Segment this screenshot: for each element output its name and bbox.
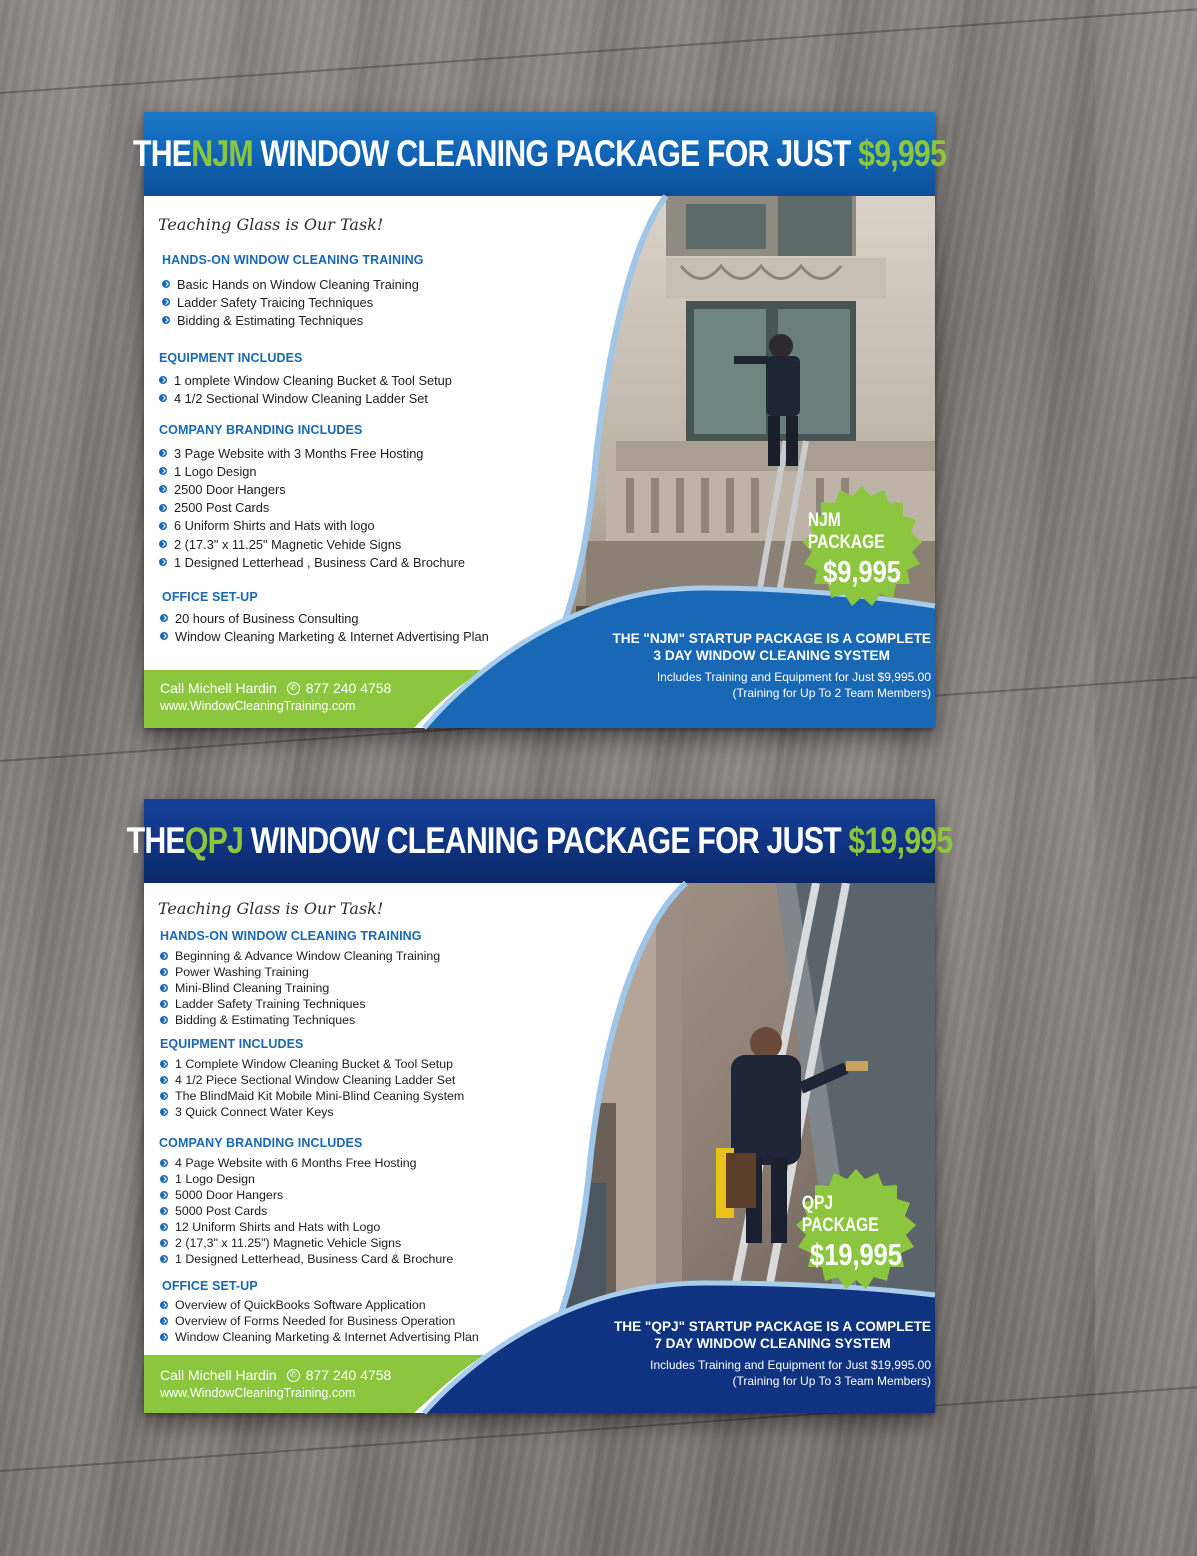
badge-package-name: QPJ PACKAGE <box>801 1193 879 1236</box>
list-item: 1 Complete Window Cleaning Bucket & Tool Setup <box>160 1056 464 1072</box>
badge-price: $9,995 <box>823 554 901 589</box>
list-item: 1 Logo Design <box>159 462 465 480</box>
list-equipment <box>160 1056 464 1120</box>
list-item: Window Cleaning Marketing & Internet Advertising Plan <box>160 627 489 645</box>
flyer-qpj <box>126 799 953 1413</box>
chevron-circle-icon <box>162 316 170 324</box>
chevron-circle-icon <box>159 540 167 548</box>
contact-name: Call Michell Hardin <box>160 1367 277 1383</box>
chevron-circle-icon <box>159 558 167 566</box>
list-item: The BlindMaid Kit Mobile Mini-Blind Ceaning System <box>160 1088 464 1104</box>
chevron-circle-icon <box>160 1207 168 1215</box>
list-training <box>162 275 419 330</box>
list-item: Power Washing Training <box>160 964 440 980</box>
price-badge <box>796 484 928 616</box>
list-item: 4 Page Website with 6 Months Free Hosting <box>160 1155 453 1171</box>
list-item: 2500 Door Hangers <box>159 480 465 498</box>
list-item: 2500 Post Cards <box>159 499 465 517</box>
list-item: 20 hours of Business Consulting <box>160 609 489 627</box>
section-title-training: HANDS-ON WINDOW CLEANING TRAINING <box>162 253 424 267</box>
chevron-circle-icon <box>160 968 168 976</box>
floor-seam <box>0 8 1197 94</box>
chevron-circle-icon <box>160 952 168 960</box>
list-item: Beginning & Advance Window Cleaning Training <box>160 948 440 964</box>
headline-prefix: THE <box>126 820 185 861</box>
list-item: Mini-Blind Cleaning Training <box>160 980 440 996</box>
summary-headline: THE "QPJ" STARTUP PACKAGE IS A COMPLETE 7 DAY WINDOW CLEANING SYSTEM <box>613 1319 931 1351</box>
list-item: Overview of QuickBooks Software Application <box>160 1297 479 1313</box>
headline-middle: WINDOW CLEANING PACKAGE FOR JUST <box>243 820 849 861</box>
section-title-office: OFFICE SET-UP <box>162 1279 258 1293</box>
phone-number[interactable]: 877 240 4758 <box>305 680 392 696</box>
list-item: 5000 Door Hangers <box>160 1187 453 1203</box>
price-badge <box>790 1167 922 1299</box>
contact-block <box>160 680 391 713</box>
list-item: Basic Hands on Window Cleaning Training <box>162 275 419 293</box>
list-item: 1 Designed Letterhead , Business Card & Brochure <box>159 553 465 571</box>
list-item: 4 1/2 Sectional Window Cleaning Ladder Set <box>159 389 452 407</box>
list-branding <box>160 1155 453 1267</box>
headline-prefix: THE <box>132 133 192 174</box>
section-title-training: HANDS-ON WINDOW CLEANING TRAINING <box>160 929 422 943</box>
chevron-circle-icon <box>159 394 167 402</box>
website-link[interactable]: www.WindowCleaningTraining.com <box>160 1386 356 1400</box>
chevron-circle-icon <box>159 376 167 384</box>
website-link[interactable]: www.WindowCleaningTraining.com <box>160 699 356 713</box>
call-line <box>160 680 391 696</box>
chevron-circle-icon <box>160 1255 168 1263</box>
list-training <box>160 948 440 1028</box>
chevron-circle-icon <box>159 485 167 493</box>
chevron-circle-icon <box>160 1092 168 1100</box>
list-item: Bidding & Estimating Techniques <box>160 1012 440 1028</box>
whatsapp-phone-icon: ✆ <box>287 1369 300 1382</box>
list-item: 3 Page Website with 3 Months Free Hosting <box>159 444 465 462</box>
chevron-circle-icon <box>162 298 170 306</box>
whatsapp-phone-icon: ✆ <box>287 682 300 695</box>
tagline: Teaching Glass is Our Task! <box>158 899 384 918</box>
chevron-circle-icon <box>160 984 168 992</box>
list-item: Bidding & Estimating Techniques <box>162 311 419 329</box>
chevron-circle-icon <box>159 467 167 475</box>
section-title-branding: COMPANY BRANDING INCLUDES <box>159 423 363 437</box>
phone-number[interactable]: 877 240 4758 <box>305 1367 392 1383</box>
package-summary <box>614 1318 931 1389</box>
list-item: 4 1/2 Piece Sectional Window Cleaning Ladder Set <box>160 1072 464 1088</box>
list-item: 5000 Post Cards <box>160 1203 453 1219</box>
chevron-circle-icon <box>159 449 167 457</box>
list-branding <box>159 444 465 571</box>
summary-headline: THE "NJM" STARTUP PACKAGE IS A COMPLETE 3 DAY WINDOW CLEANING SYSTEM <box>612 631 931 663</box>
flyer-headline <box>126 799 953 883</box>
chevron-circle-icon <box>160 1060 168 1068</box>
list-item: 3 Quick Connect Water Keys <box>160 1104 464 1120</box>
chevron-circle-icon <box>160 1016 168 1024</box>
chevron-circle-icon <box>159 504 167 512</box>
chevron-circle-icon <box>160 1239 168 1247</box>
contact-name: Call Michell Hardin <box>160 680 277 696</box>
summary-subtext: Includes Training and Equipment for Just $9,995.00 (Training for Up To 2 Team Members) <box>656 670 931 700</box>
section-title-branding: COMPANY BRANDING INCLUDES <box>159 1136 363 1150</box>
list-item: 2 (17,3" x 11.25") Magnetic Vehicle Signs <box>160 1235 453 1251</box>
package-summary <box>612 630 931 701</box>
list-item: Window Cleaning Marketing & Internet Advertising Plan <box>160 1329 479 1345</box>
call-line <box>160 1367 391 1383</box>
chevron-circle-icon <box>160 1000 168 1008</box>
chevron-circle-icon <box>160 1191 168 1199</box>
package-code: NJM <box>191 133 253 174</box>
list-item: Overview of Forms Needed for Business Operation <box>160 1313 479 1329</box>
section-title-equipment: EQUIPMENT INCLUDES <box>160 1037 304 1051</box>
list-item: 2 (17.3" x 11.25" Magnetic Vehide Signs <box>159 535 465 553</box>
flyer-headline <box>132 112 947 196</box>
list-item: 1 Logo Design <box>160 1171 453 1187</box>
chevron-circle-icon <box>160 1223 168 1231</box>
headline-middle: WINDOW CLEANING PACKAGE FOR JUST <box>252 133 859 174</box>
list-item: 1 Designed Letterhead, Business Card & Brochure <box>160 1251 453 1267</box>
chevron-circle-icon <box>160 1108 168 1116</box>
contact-block <box>160 1367 391 1400</box>
list-item: Ladder Safety Training Techniques <box>160 996 440 1012</box>
chevron-circle-icon <box>162 280 170 288</box>
list-equipment <box>159 371 452 407</box>
chevron-circle-icon <box>159 522 167 530</box>
section-title-office: OFFICE SET-UP <box>162 590 258 604</box>
chevron-circle-icon <box>160 1076 168 1084</box>
flyer-njm <box>132 112 947 728</box>
list-item: 1 omplete Window Cleaning Bucket & Tool Setup <box>159 371 452 389</box>
headline-price: $19,995 <box>848 820 953 861</box>
section-title-equipment: EQUIPMENT INCLUDES <box>159 351 303 365</box>
chevron-circle-icon <box>160 1175 168 1183</box>
badge-package-name: NJM PACKAGE <box>807 510 885 553</box>
tagline: Teaching Glass is Our Task! <box>158 215 384 234</box>
summary-subtext: Includes Training and Equipment for Just $19,995.00 (Training for Up To 3 Team Members) <box>650 1358 931 1388</box>
chevron-circle-icon <box>160 1159 168 1167</box>
headline-price: $9,995 <box>858 133 947 174</box>
package-code: QPJ <box>184 820 244 861</box>
list-item: 6 Uniform Shirts and Hats with logo <box>159 517 465 535</box>
list-item: 12 Uniform Shirts and Hats with Logo <box>160 1219 453 1235</box>
badge-price: $19,995 <box>810 1237 902 1272</box>
list-item: Ladder Safety Traicing Techniques <box>162 293 419 311</box>
